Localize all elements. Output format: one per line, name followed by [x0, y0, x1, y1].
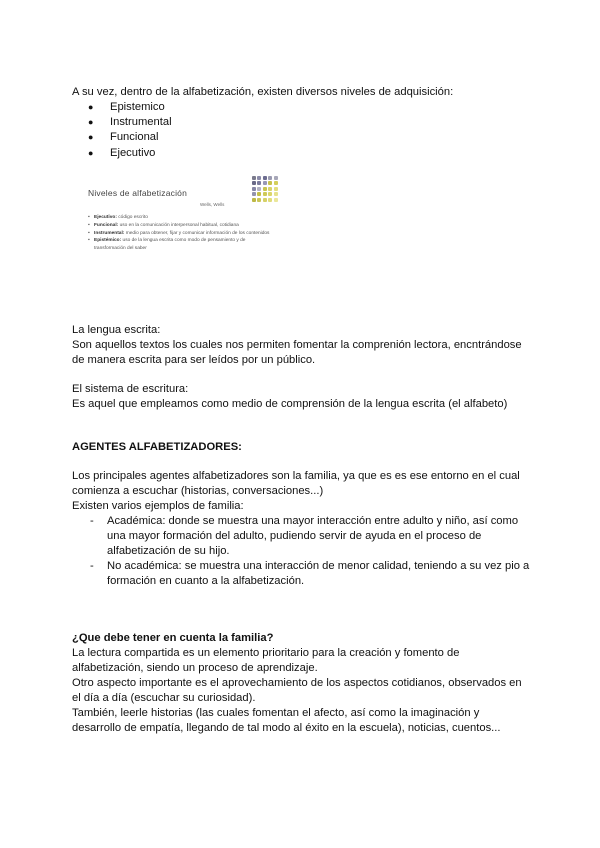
decorative-dot [268, 181, 272, 185]
list-item: ● Ejecutivo [88, 146, 172, 161]
decorative-dot [268, 176, 272, 180]
figure-author: Wells, Wells [200, 202, 225, 207]
dash-marker: - [90, 515, 94, 527]
slide-figure [84, 172, 284, 290]
decorative-dot [274, 192, 278, 196]
agentes-heading: AGENTES ALFABETIZADORES: [72, 441, 242, 453]
figure-item [88, 237, 278, 253]
decorative-dot [257, 176, 261, 180]
figure-items [88, 214, 278, 253]
paragraph-line: desarrollo de empatía, llegando de tal modo al éxito en la escuela), noticias, cuentos... [72, 722, 501, 734]
paragraph-line: Existen varios ejemplos de familia: [72, 500, 244, 512]
levels-list [88, 100, 172, 161]
decorative-dot [257, 192, 261, 196]
decorative-dot [252, 192, 256, 196]
list-item: ● Funcional [88, 130, 172, 145]
list-item: ● Epistemico [88, 100, 172, 115]
decorative-dot [274, 181, 278, 185]
decorative-dot [274, 176, 278, 180]
decorative-dot [263, 198, 267, 202]
paragraph-line: de manera escrita para ser leídos por un público. [72, 354, 316, 366]
decorative-dot [263, 176, 267, 180]
decorative-dot [257, 181, 261, 185]
list-item-line: No académica: se muestra una interacción de menor calidad, teniendo a su vez pio a [107, 560, 530, 572]
figure-item-text: uso en la comunicación interpersonal habitual, cotidiana [119, 222, 239, 228]
decorative-dot [263, 192, 267, 196]
figure-title: Niveles de alfabetización [88, 188, 188, 198]
list-item-line: formación en cuanto a la alfabetización. [107, 575, 305, 587]
decorative-dot [274, 198, 278, 202]
section-heading: La lengua escrita: [72, 324, 161, 336]
figure-item-text: código escrito [118, 215, 148, 220]
decorative-dot [252, 187, 256, 191]
familia-heading: ¿Que debe tener en cuenta la familia? [72, 632, 274, 644]
paragraph-line: Otro aspecto importante es el aprovechamiento de los aspectos cotidianos, observados en [72, 677, 522, 689]
decorative-dot [274, 187, 278, 191]
decorative-dot-grid [252, 176, 278, 202]
figure-item-term: Ejecutivo: [94, 215, 117, 220]
decorative-dot [268, 187, 272, 191]
paragraph-line: La lectura compartida es un elemento prioritario para la creación y fomento de [72, 647, 460, 659]
decorative-dot [263, 181, 267, 185]
decorative-dot [252, 176, 256, 180]
figure-item-text: medio para obtener, fijar y comunicar información de los contenidos [125, 230, 270, 236]
paragraph-line: También, leerle historias (las cuales fomentan el afecto, así como la imaginación y [72, 707, 480, 719]
figure-item-term: Epistémico: [94, 238, 122, 244]
paragraph-line: Son aquellos textos los cuales nos permiten fomentar la comprenión lectora, encntrándose [72, 339, 522, 351]
intro-paragraph: A su vez, dentro de la alfabetización, existen diversos niveles de adquisición: [72, 86, 454, 98]
paragraph-line: el día a día (escuchar su curiosidad). [72, 692, 256, 704]
list-item: ● Instrumental [88, 115, 172, 130]
figure-item [88, 214, 278, 222]
figure-item-text: uso de la lengua escrita como modo de pensamiento y de transformación del saber [94, 238, 246, 252]
decorative-dot [268, 198, 272, 202]
decorative-dot [257, 187, 261, 191]
dash-marker: - [90, 560, 94, 572]
list-item-line: Académica: donde se muestra una mayor interacción entre adulto y niño, así como [107, 515, 519, 527]
paragraph-line: Es aquel que empleamos como medio de comprensión de la lengua escrita (el alfabeto) [72, 398, 508, 410]
figure-item [88, 230, 278, 238]
section-heading: El sistema de escritura: [72, 383, 189, 395]
paragraph-line: comienza a escuchar (historias, conversaciones...) [72, 485, 324, 497]
paragraph-line: Los principales agentes alfabetizadores son la familia, ya que es es ese entorno en el cual [72, 470, 520, 482]
figure-item-term: Funcional: [94, 222, 119, 228]
list-item-line: una mayor formación del adulto, pudiendo servir de ayuda en el proceso de [107, 530, 482, 542]
decorative-dot [252, 198, 256, 202]
decorative-dot [263, 187, 267, 191]
list-item-line: alfabetización de su hijo. [107, 545, 230, 557]
decorative-dot [257, 198, 261, 202]
decorative-dot [268, 192, 272, 196]
figure-item-term: Instrumental: [94, 230, 125, 236]
decorative-dot [252, 181, 256, 185]
paragraph-line: alfabetización, siendo un proceso de aprendizaje. [72, 662, 318, 674]
figure-item [88, 222, 278, 230]
